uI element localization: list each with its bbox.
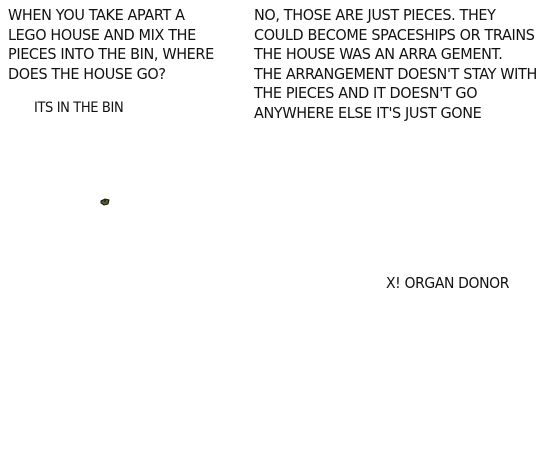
short-answer-line: ITS IN THE BIN	[34, 100, 124, 116]
question-line: LEGO HOUSE AND MIX THE	[8, 25, 196, 44]
short-answer-text	[34, 99, 123, 119]
question-text	[8, 6, 214, 84]
reply-line: THE HOUSE WAS AN ARRA GEMENT.	[254, 45, 503, 63]
lego-piece-icon	[100, 197, 110, 206]
reply-line: COULD BECOME SPACESHIPS OR TRAINS	[254, 25, 535, 44]
question-line: DOES THE HOUSE GO?	[8, 64, 166, 83]
question-line: WHEN YOU TAKE APART A	[8, 6, 185, 24]
question-line: PIECES INTO THE BIN, WHERE	[8, 45, 214, 63]
signoff-text	[386, 274, 509, 294]
reply-line: ANYWHERE ELSE IT'S JUST GONE	[254, 103, 482, 122]
signoff-line: X! ORGAN DONOR	[386, 274, 510, 292]
reply-line: THE PIECES AND IT DOESN'T GO	[254, 84, 478, 102]
reply-line: THE ARRANGEMENT DOESN'T STAY WITH	[254, 64, 537, 83]
reply-text	[254, 6, 537, 123]
reply-line: NO, THOSE ARE JUST PIECES. THEY	[254, 6, 496, 24]
